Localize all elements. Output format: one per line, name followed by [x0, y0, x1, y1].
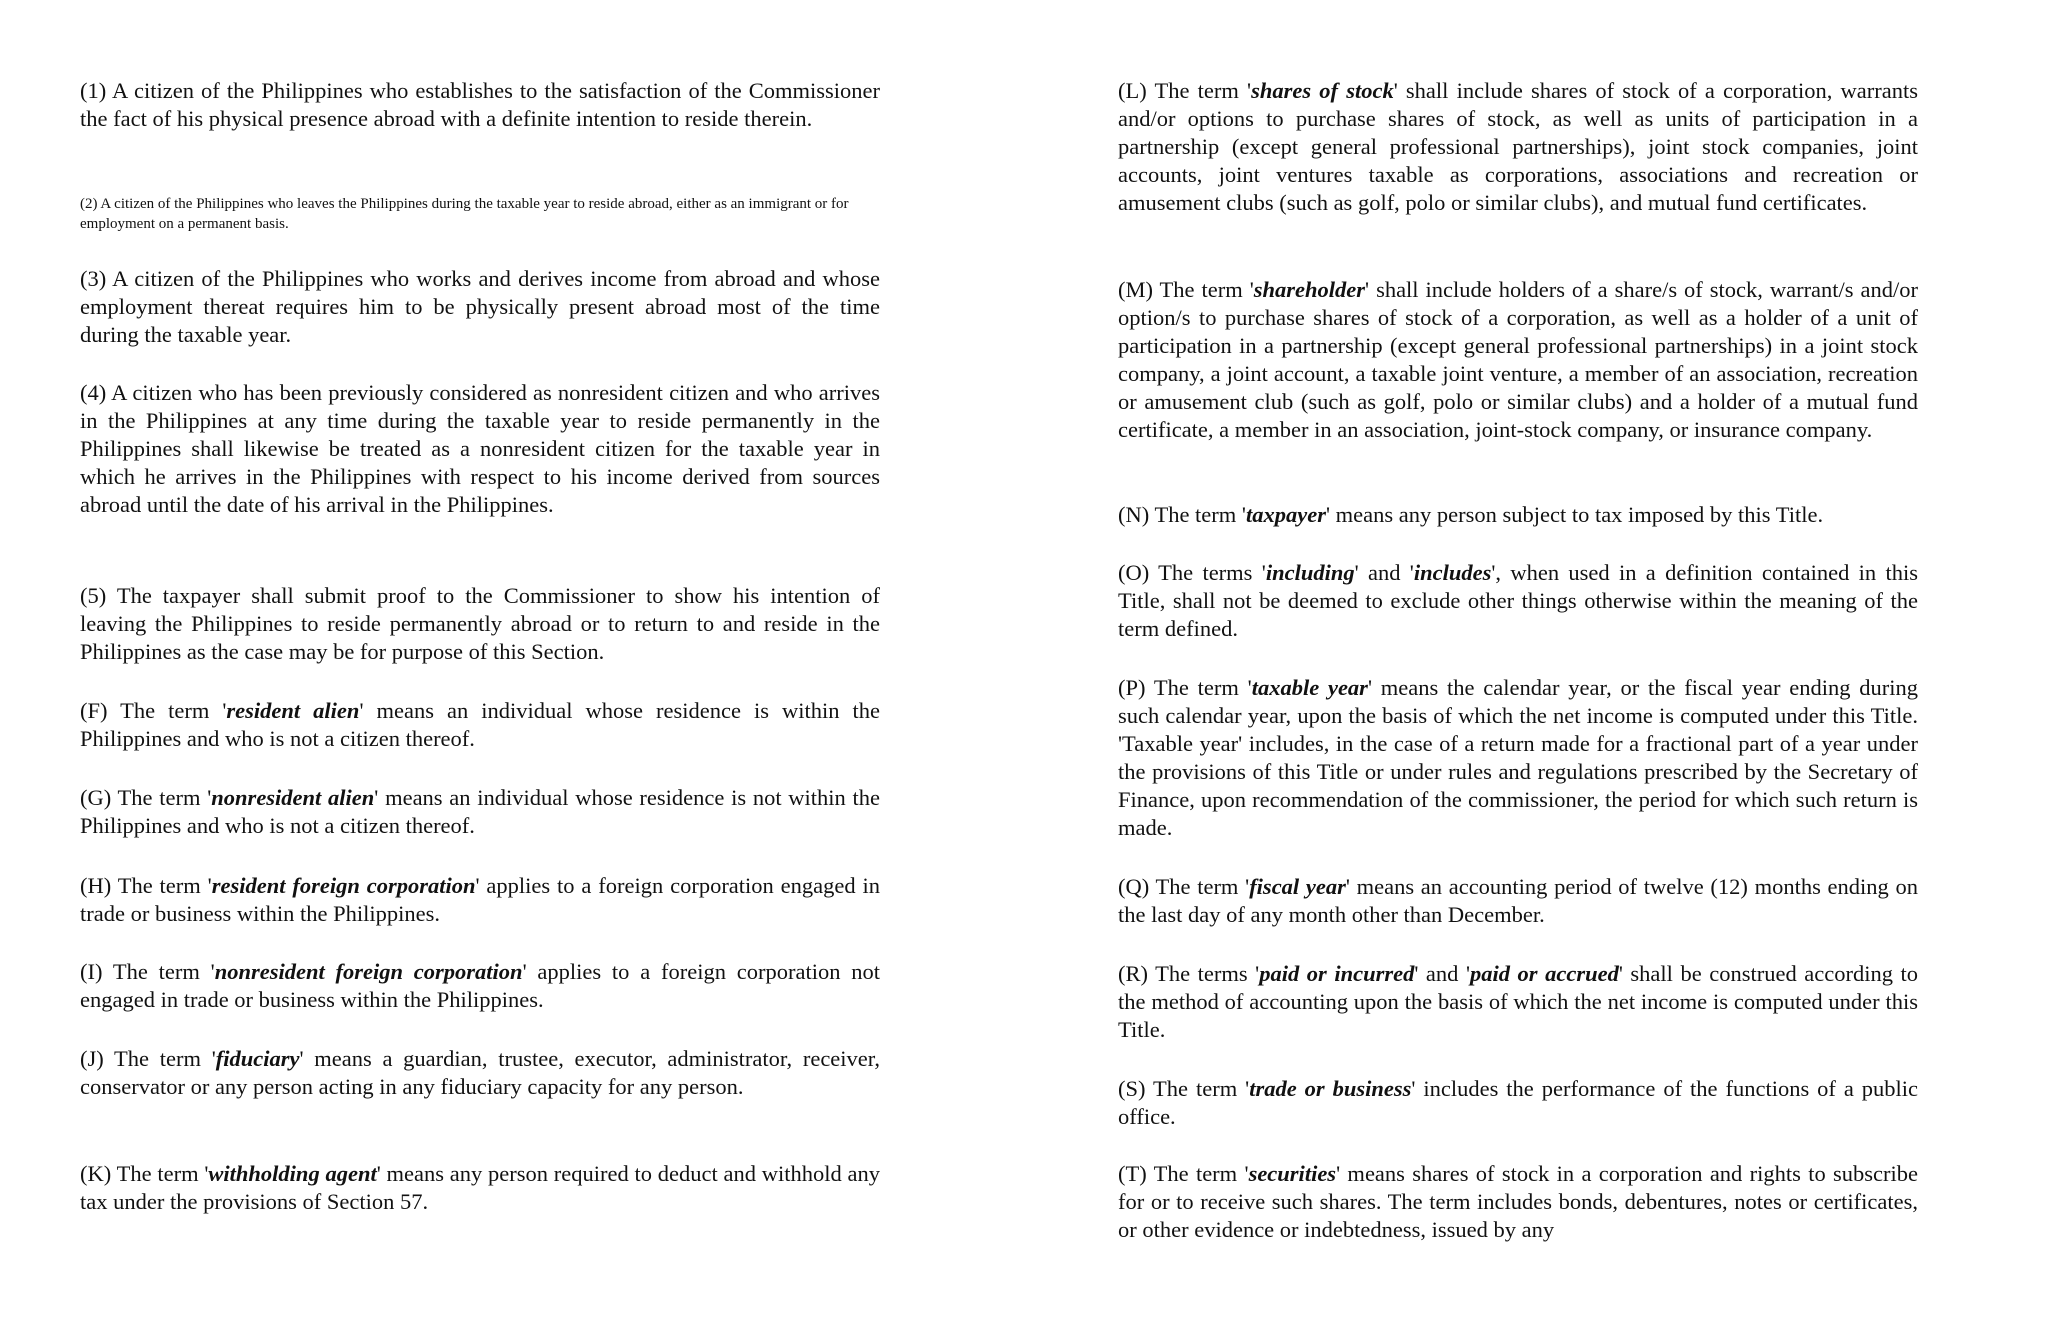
definition-body: ', when used in a definition contained in this Title, shall not be deemed to exclude other things otherwise within the meaning of the term defined.: [1118, 560, 1918, 641]
paragraph-4: (4) A citizen who has been previously considered as nonresident citizen and who arrives in the Philippines at any time during the taxable year to reside permanently in the Philippines shall likewise be treated as a nonresident citizen for the taxable year in which he arrives in the Philippines with respect to his income derived from sources abroad until the date of his arrival in the Philippines.: [80, 380, 880, 517]
defined-term: resident foreign corporation: [211, 873, 476, 898]
definition-H: [80, 872, 880, 928]
defined-term: nonresident foreign corporation: [214, 959, 523, 984]
defined-term: including: [1265, 560, 1355, 585]
defined-term: resident alien: [226, 698, 360, 723]
definition-K: [80, 1160, 880, 1216]
definition-prefix: (J) The term ': [80, 1046, 216, 1071]
defined-term: securities: [1248, 1161, 1337, 1186]
defined-term: shares of stock: [1251, 78, 1394, 103]
definition-body: ' means a guardian, trustee, executor, administrator, receiver, conservator or any person acting in any fiduciary capacity for any person.: [80, 1046, 880, 1099]
definition-prefix: (Q) The term ': [1118, 874, 1250, 899]
definition-Q: [1118, 873, 1918, 929]
definition-body: ' means an individual whose residence is not within the Philippines and who is not a citizen thereof.: [80, 785, 881, 838]
defined-term: includes: [1413, 560, 1492, 585]
definition-prefix: (K) The term ': [80, 1161, 209, 1186]
definition-prefix: (O) The terms ': [1118, 560, 1266, 585]
definition-prefix: (M) The term ': [1118, 277, 1254, 302]
definition-body: ' applies to a foreign corporation engaged in trade or business within the Philippines.: [80, 873, 881, 926]
defined-term: paid or accrued: [1470, 961, 1619, 986]
definition-prefix: (R) The terms ': [1118, 961, 1260, 986]
definition-body: ' means any person required to deduct and withhold any tax under the provisions of Section 57.: [80, 1161, 881, 1214]
paragraph-5: (5) The taxpayer shall submit proof to the Commissioner to show his intention of leaving the Philippines to reside permanently abroad or to return to and reside in the Philippines as the case may be for purpose of this Section.: [80, 583, 880, 664]
definition-body: ' includes the performance of the functions of a public office.: [1118, 1076, 1918, 1129]
definition-body: ' shall include shares of stock of a corporation, warrants and/or options to purchase shares of stock, as well as units of participation in a partnership (except general professional partnerships), joint stock companies, joint accounts, joint ventures taxable as corporations, associations and recreation or amusement clubs (such as golf, polo or similar clubs), and mutual fund certificates.: [1118, 78, 1918, 215]
definition-body: ' applies to a foreign corporation not engaged in trade or business within the Philippines.: [80, 959, 880, 1012]
definition-prefix: (F) The term ': [80, 698, 227, 723]
definition-J: [80, 1045, 880, 1101]
definition-body: ' means an individual whose residence is within the Philippines and who is not a citizen thereof.: [80, 698, 880, 751]
definition-prefix: (N) The term ': [1118, 502, 1246, 527]
definition-body: ' means any person subject to tax imposed by this Title.: [1325, 502, 1824, 527]
definition-L: [1118, 77, 1918, 217]
definition-body: ' shall be construed according to the method of accounting upon the basis of which the net income is computed under this Title.: [1118, 961, 1918, 1042]
definition-M: [1118, 276, 1918, 444]
defined-term: taxable year: [1251, 675, 1368, 700]
definition-prefix: (L) The term ': [1118, 78, 1252, 103]
definition-R: [1118, 960, 1918, 1044]
definition-prefix: (T) The term ': [1118, 1161, 1249, 1186]
defined-term: fiscal year: [1249, 874, 1346, 899]
definition-F: [80, 697, 880, 753]
paragraph-1: (1) A citizen of the Philippines who establishes to the satisfaction of the Commissioner the fact of his physical presence abroad with a definite intention to reside therein.: [80, 78, 880, 131]
definition-T: [1118, 1160, 1918, 1244]
definition-S: [1118, 1075, 1918, 1131]
defined-term: withholding agent: [208, 1161, 377, 1186]
definition-body: ' shall include holders of a share/s of stock, warrant/s and/or option/s to purchase shares of stock of a corporation, as well as a holder of a unit of participation in a partnership (except general professional partnerships) in a joint stock company, a joint account, a taxable joint venture, a member of an association, recreation or amusement club (such as golf, polo or similar clubs) and a holder of a mutual fund certificate, a member in an association, joint-stock company, or insurance company.: [1118, 277, 1918, 442]
definition-connector: ' and ': [1354, 560, 1414, 585]
defined-term: taxpayer: [1245, 502, 1326, 527]
definition-prefix: (S) The term ': [1118, 1076, 1250, 1101]
definition-I: [80, 958, 880, 1014]
definition-body: ' means the calendar year, or the fiscal year ending during such calendar year, upon the basis of which the net income is computed under this Title. 'Taxable year' includes, in the case of a return made for a fractional part of a year under the provisions of this Title or under rules and regulations prescribed by the Secretary of Finance, upon recommendation of the commissioner, the period for which such return is made.: [1118, 675, 1918, 840]
definition-body: ' means shares of stock in a corporation and rights to subscribe for or to receive such shares. The term includes bonds, debentures, notes or certificates, or other evidence or indebtedness, issued by any: [1118, 1161, 1919, 1242]
definition-prefix: (P) The term ': [1118, 675, 1252, 700]
definition-N: [1118, 501, 1918, 529]
defined-term: paid or incurred: [1259, 961, 1415, 986]
definition-prefix: (H) The term ': [80, 873, 212, 898]
paragraph-2: (2) A citizen of the Philippines who leaves the Philippines during the taxable year to reside abroad, either as an immigrant or for employment on a permanent basis.: [80, 196, 849, 232]
definition-O: [1118, 559, 1918, 643]
paragraph-3: (3) A citizen of the Philippines who works and derives income from abroad and whose employment thereat requires him to be physically present abroad most of the time during the taxable year.: [80, 266, 880, 347]
definition-body: ' means an accounting period of twelve (12) months ending on the last day of any month other than December.: [1118, 874, 1918, 927]
defined-term: shareholder: [1253, 277, 1366, 302]
defined-term: fiduciary: [215, 1046, 300, 1071]
definition-prefix: (G) The term ': [80, 785, 212, 810]
defined-term: trade or business: [1249, 1076, 1412, 1101]
definition-P: [1118, 674, 1918, 842]
definition-G: [80, 784, 880, 840]
definition-connector: ' and ': [1414, 961, 1471, 986]
definition-prefix: (I) The term ': [80, 959, 215, 984]
defined-term: nonresident alien: [211, 785, 375, 810]
